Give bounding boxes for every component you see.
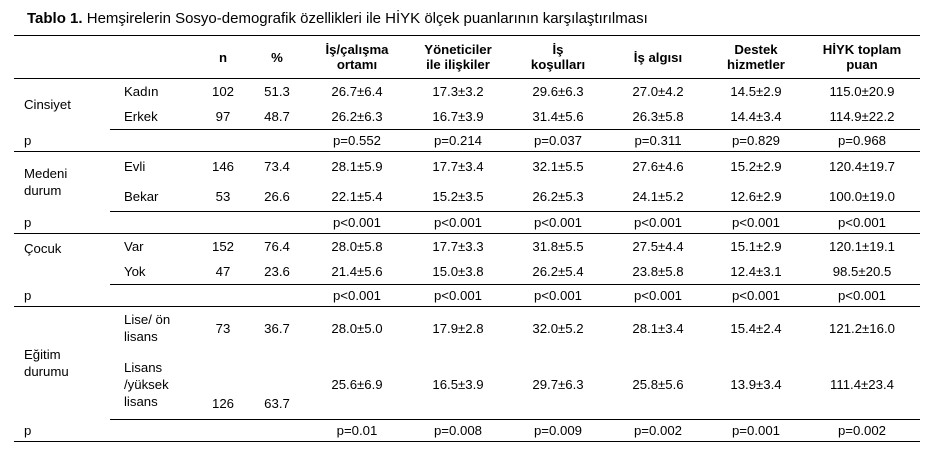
cell-value: 15.2±2.9 [730, 159, 782, 175]
row-label: Erkek [110, 104, 198, 130]
p-value: p=0.214 [408, 130, 508, 152]
cell-value: 14.4±3.4 [708, 104, 804, 130]
group-label-children: Çocuk [24, 241, 62, 256]
cell-n: 152 [211, 239, 234, 254]
cell-percent: 48.7 [248, 104, 306, 130]
header-empty-sub [110, 36, 198, 79]
cell-value: 16.7±3.9 [408, 104, 508, 130]
table-caption [27, 10, 648, 27]
p-value: p<0.001 [508, 212, 608, 234]
cell-n: 73 [215, 320, 231, 336]
cell-value: 17.9±2.8 [432, 320, 484, 336]
table-row [14, 349, 920, 420]
p-label: p [14, 212, 110, 234]
comparison-table [14, 35, 920, 442]
cell-value: 25.8±5.6 [608, 349, 708, 420]
cell-n: 126 [198, 349, 248, 420]
cell-value: 15.2±3.5 [408, 182, 508, 212]
cell-n: 53 [198, 182, 248, 212]
cell-n: 146 [211, 159, 234, 175]
p-value: p<0.001 [608, 212, 708, 234]
cell-value: 27.5±4.4 [632, 239, 684, 254]
p-label: p [14, 285, 110, 307]
cell-value: 15.4±2.4 [730, 320, 782, 336]
p-label: p [14, 420, 110, 442]
p-value: p=0.01 [306, 420, 408, 442]
p-value: p<0.001 [408, 285, 508, 307]
p-value: p=0.002 [608, 420, 708, 442]
p-value: p=0.008 [408, 420, 508, 442]
p-label: p [14, 130, 110, 152]
cell-value: 12.4±3.1 [708, 259, 804, 285]
p-value: p<0.001 [708, 285, 804, 307]
cell-value: 100.0±19.0 [804, 182, 920, 212]
p-value: p<0.001 [306, 212, 408, 234]
cell-value: 23.8±5.8 [608, 259, 708, 285]
p-value: p=0.968 [804, 130, 920, 152]
p-value: p=0.002 [804, 420, 920, 442]
cell-value: 15.1±2.9 [730, 239, 782, 254]
table-row [14, 104, 920, 130]
cell-value: 15.0±3.8 [408, 259, 508, 285]
cell-value: 25.6±6.9 [306, 349, 408, 420]
p-value: p=0.311 [608, 130, 708, 152]
header-work-environment: İş/çalışma ortamı [306, 36, 408, 79]
cell-percent: 63.7 [248, 349, 306, 420]
row-label: Evli [124, 159, 146, 175]
cell-value: 17.3±3.2 [432, 84, 484, 99]
p-value: p=0.552 [306, 130, 408, 152]
cell-value: 98.5±20.5 [804, 259, 920, 285]
p-value: p<0.001 [306, 285, 408, 307]
row-label: Kadın [124, 84, 159, 99]
cell-value: 24.1±5.2 [608, 182, 708, 212]
cell-value: 12.6±2.9 [708, 182, 804, 212]
header-empty-group [14, 36, 110, 79]
cell-value: 14.5±2.9 [730, 84, 782, 99]
row-label: Var [124, 239, 144, 254]
header-total-score: HİYK toplam puan [804, 36, 920, 79]
cell-value: 121.2±16.0 [829, 320, 895, 336]
table-row [14, 79, 920, 105]
cell-value: 26.3±5.8 [608, 104, 708, 130]
table-row [14, 152, 920, 182]
p-value: p<0.001 [608, 285, 708, 307]
header-work-conditions: İş koşulları [508, 36, 608, 79]
cell-value: 32.1±5.5 [532, 159, 584, 175]
p-value: p<0.001 [408, 212, 508, 234]
p-value: p=0.829 [708, 130, 804, 152]
cell-percent: 76.4 [264, 239, 290, 254]
cell-value: 120.1±19.1 [829, 239, 895, 254]
cell-value: 26.7±6.4 [331, 84, 383, 99]
p-value: p=0.001 [708, 420, 804, 442]
cell-n: 97 [198, 104, 248, 130]
cell-percent: 36.7 [264, 320, 290, 336]
header-support-services: Destek hizmetler [708, 36, 804, 79]
group-label-gender: Cinsiyet [24, 96, 71, 112]
cell-value: 13.9±3.4 [708, 349, 804, 420]
row-label: Yok [110, 259, 198, 285]
cell-value: 120.4±19.7 [829, 159, 895, 175]
cell-value: 111.4±23.4 [804, 349, 920, 420]
cell-value: 28.0±5.0 [331, 320, 383, 336]
cell-value: 27.0±4.2 [632, 84, 684, 99]
cell-value: 31.4±5.6 [508, 104, 608, 130]
cell-value: 28.0±5.8 [331, 239, 383, 254]
p-value: p=0.009 [508, 420, 608, 442]
cell-value: 26.2±5.4 [508, 259, 608, 285]
cell-n: 102 [211, 84, 234, 99]
table-row [14, 259, 920, 285]
row-label: Lise/ ön lisans [124, 312, 171, 344]
table-row [14, 234, 920, 260]
p-value: p=0.037 [508, 130, 608, 152]
header-manager-relations: Yöneticiler ile ilişkiler [408, 36, 508, 79]
cell-value: 31.8±5.5 [532, 239, 584, 254]
cell-value: 17.7±3.4 [432, 159, 484, 175]
cell-percent: 73.4 [264, 159, 290, 175]
p-value-row [14, 212, 920, 234]
cell-percent: 26.6 [248, 182, 306, 212]
p-value: p<0.001 [508, 285, 608, 307]
cell-value: 26.2±5.3 [508, 182, 608, 212]
group-label-marital-status: Medeni durum [24, 165, 68, 198]
table-row [14, 307, 920, 350]
p-value-row [14, 130, 920, 152]
header-row [14, 36, 920, 79]
header-work-perception: İş algısı [608, 36, 708, 79]
header-percent: % [248, 36, 306, 79]
caption-label: Tablo 1. [27, 10, 83, 27]
cell-value: 28.1±3.4 [632, 320, 684, 336]
p-value-row [14, 420, 920, 442]
cell-value: 115.0±20.9 [829, 84, 895, 99]
p-value: p<0.001 [708, 212, 804, 234]
row-label: Lisans /yüksek lisans [110, 349, 198, 420]
p-value: p<0.001 [804, 285, 920, 307]
cell-value: 32.0±5.2 [532, 320, 584, 336]
cell-value: 27.6±4.6 [632, 159, 684, 175]
cell-value: 29.6±6.3 [532, 84, 584, 99]
cell-value: 114.9±22.2 [804, 104, 920, 130]
p-value: p<0.001 [804, 212, 920, 234]
cell-value: 22.1±5.4 [306, 182, 408, 212]
cell-value: 29.7±6.3 [508, 349, 608, 420]
row-label: Bekar [110, 182, 198, 212]
cell-percent: 23.6 [248, 259, 306, 285]
cell-value: 26.2±6.3 [306, 104, 408, 130]
cell-value: 28.1±5.9 [331, 159, 383, 175]
cell-percent: 51.3 [264, 84, 290, 99]
group-label-education: Eğitim durumu [24, 347, 69, 380]
table-row [14, 182, 920, 212]
p-value-row [14, 285, 920, 307]
caption-text: Hemşirelerin Sosyo-demografik özellikleri ile HİYK ölçek puanlarının karşılaştırılması [82, 10, 648, 27]
header-n: n [198, 36, 248, 79]
cell-n: 47 [198, 259, 248, 285]
cell-value: 17.7±3.3 [432, 239, 484, 254]
cell-value: 16.5±3.9 [408, 349, 508, 420]
cell-value: 21.4±5.6 [306, 259, 408, 285]
